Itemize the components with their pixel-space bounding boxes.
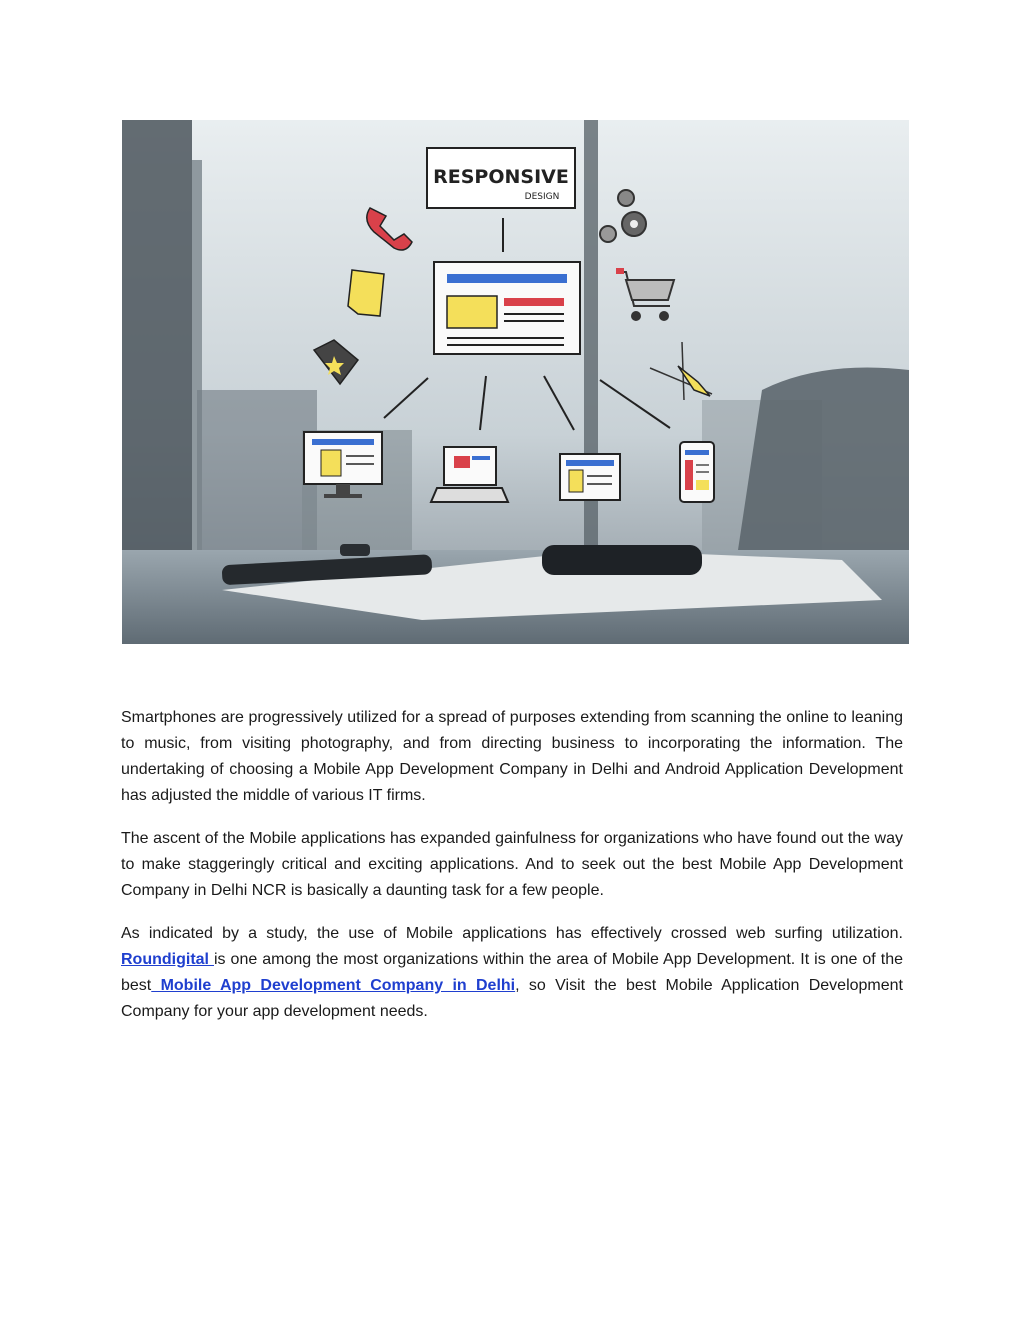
paragraph-3 (121, 921, 903, 1025)
responsive-design-sign (427, 148, 575, 208)
paragraph-3-text-1: As indicated by a study, the use of Mobile applications has effectively crossed web surfing utilization. (121, 925, 903, 942)
tablet-icon (560, 454, 620, 500)
paragraph-3-text-2: is one among the most organizations within the area of Mobile App Development. It is one of the best (121, 951, 903, 994)
mobile-app-development-company-link[interactable]: Mobile App Development Company in Delhi (151, 977, 516, 994)
paragraph-3-text-3: , so Visit the best Mobile Application Development Company for your app development needs. (121, 977, 904, 1020)
sticky-note-icon (348, 270, 384, 316)
hero-image (122, 120, 909, 644)
article-body (121, 705, 903, 1042)
svg-text:DESIGN: DESIGN (524, 192, 560, 202)
webpage-illustration (434, 262, 580, 354)
svg-text:RESPONSIVE: RESPONSIVE (433, 166, 569, 188)
paragraph-2: The ascent of the Mobile applications has expanded gainfulness for organizations who have found out the way to make staggeringly critical and exciting applications. And to seek out the best Mobile App Development Company in Delhi NCR is basically a daunting task for a few people. (121, 830, 903, 899)
roundigital-link[interactable]: Roundigital (121, 951, 214, 968)
smartphone-icon (680, 442, 714, 502)
paragraph-1: Smartphones are progressively utilized for a spread of purposes extending from scanning the online to leaning to music, from visiting photography, and from directing business to incorporating the information. The undertaking of choosing a Mobile App Development Company in Delhi and Android Application Development has adjusted the middle of various IT firms. (121, 709, 903, 804)
